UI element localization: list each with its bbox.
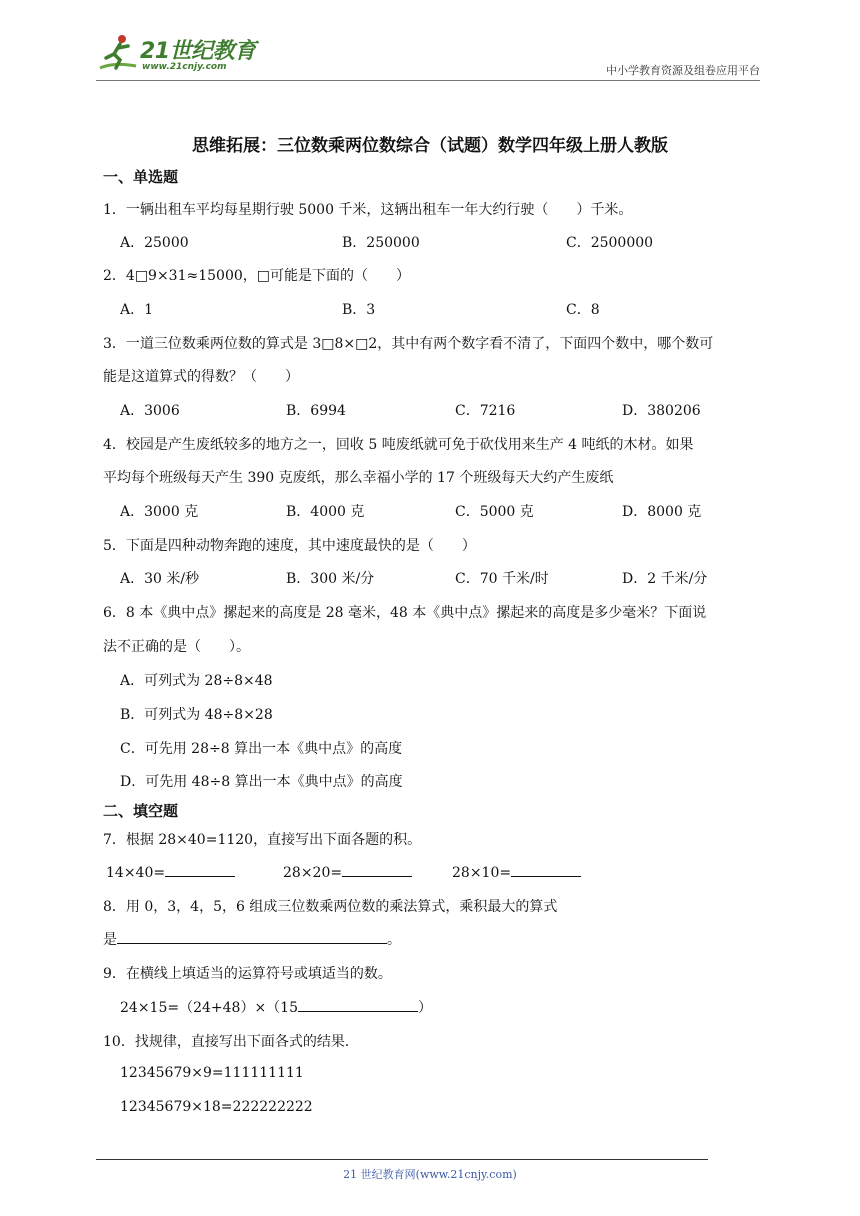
logo-text: 21世纪教育 bbox=[140, 39, 256, 64]
header-divider bbox=[96, 80, 760, 81]
q4-option-a: A．3000 克 bbox=[120, 504, 199, 520]
section-single-choice: 一、单选题 bbox=[103, 168, 179, 186]
question-4-line-2: 平均每个班级每天产生 390 克废纸，那么幸福小学的 17 个班级每天大约产生废纸 bbox=[103, 470, 614, 486]
question-5: 5．下面是四种动物奔跑的速度，其中速度最快的是（ ） bbox=[103, 538, 476, 554]
q3-option-a: A．3006 bbox=[120, 403, 180, 419]
q9-expression bbox=[120, 997, 432, 1017]
q4-option-c: C．5000 克 bbox=[455, 504, 534, 520]
q3-option-c: C．7216 bbox=[455, 403, 516, 419]
q6-option-b: B．可列式为 48÷8×28 bbox=[120, 707, 273, 723]
question-10: 10．找规律，直接写出下面各式的结果． bbox=[103, 1034, 359, 1050]
question-6-line-1: 6．8 本《典中点》摞起来的高度是 28 毫米，48 本《典中点》摞起来的高度是多少毫米？下面说 bbox=[103, 605, 707, 621]
q10-line-1: 12345679×9=111111111 bbox=[120, 1065, 304, 1081]
platform-label: 中小学教育资源及组卷应用平台 bbox=[606, 64, 760, 77]
q7-item-2-expr: 28×20= bbox=[283, 865, 343, 881]
q1-option-a: A．25000 bbox=[120, 235, 189, 251]
q5-option-d: D．2 千米/分 bbox=[622, 571, 708, 587]
q6-option-c: C．可先用 28÷8 算出一本《典中点》的高度 bbox=[120, 741, 403, 757]
q9-suffix: ） bbox=[418, 1000, 432, 1016]
footer-divider bbox=[96, 1159, 708, 1160]
q5-option-c: C．70 千米/时 bbox=[455, 571, 549, 587]
q1-option-b: B．250000 bbox=[342, 235, 420, 251]
section-fill-blank: 二、填空题 bbox=[103, 802, 179, 820]
q6-option-d: D．可先用 48÷8 算出一本《典中点》的高度 bbox=[120, 774, 403, 790]
q6-option-a: A．可列式为 28÷8×48 bbox=[120, 673, 273, 689]
question-9: 9．在横线上填适当的运算符号或填适当的数。 bbox=[103, 966, 392, 982]
q1-option-c: C．2500000 bbox=[566, 235, 654, 251]
q3-option-b: B．6994 bbox=[286, 403, 346, 419]
q7-blank-2[interactable] bbox=[342, 862, 412, 877]
question-8-line-2 bbox=[103, 929, 401, 949]
q7-item-3-expr: 28×10= bbox=[452, 865, 512, 881]
q8-suffix: 。 bbox=[387, 932, 401, 948]
page-title: 思维拓展：三位数乘两位数综合（试题）数学四年级上册人教版 bbox=[192, 136, 668, 156]
question-7: 7．根据 28×40=1120，直接写出下面各题的积。 bbox=[103, 832, 422, 848]
question-3-line-1: 3．一道三位数乘两位数的算式是 3□8×□2，其中有两个数字看不清了，下面四个数中，哪个数可 bbox=[103, 336, 714, 352]
footer-text: 21 世纪教育网(www.21cnjy.com) bbox=[343, 1168, 517, 1181]
q7-blank-3[interactable] bbox=[511, 862, 581, 877]
q4-option-d: D．8000 克 bbox=[622, 504, 702, 520]
q7-item-1-expr: 14×40= bbox=[106, 865, 166, 881]
q7-item-3 bbox=[452, 862, 581, 881]
question-8-line-1: 8．用 0，3，4，5，6 组成三位数乘两位数的乘法算式，乘积最大的算式 bbox=[103, 899, 558, 915]
q2-option-b: B．3 bbox=[342, 302, 376, 318]
page-header bbox=[96, 32, 760, 80]
q2-option-a: A．1 bbox=[120, 302, 154, 318]
q2-option-c: C．8 bbox=[566, 302, 600, 318]
q5-option-a: A．30 米/秒 bbox=[120, 571, 200, 587]
q5-option-b: B．300 米/分 bbox=[286, 571, 375, 587]
logo bbox=[96, 32, 266, 78]
logo-url: www.21cnjy.com bbox=[142, 62, 227, 72]
q7-item-1 bbox=[106, 862, 235, 881]
q4-option-b: B．4000 克 bbox=[286, 504, 365, 520]
q9-blank[interactable] bbox=[298, 997, 418, 1012]
question-3-line-2: 能是这道算式的得数？（ ） bbox=[103, 369, 299, 385]
q8-blank[interactable] bbox=[117, 929, 387, 944]
question-1: 1．一辆出租车平均每星期行驶 5000 千米，这辆出租车一年大约行驶（ ）千米。 bbox=[103, 202, 633, 218]
question-6-line-2: 法不正确的是（ ）。 bbox=[103, 639, 250, 655]
q10-line-2: 12345679×18=222222222 bbox=[120, 1099, 313, 1115]
runner-logo-icon bbox=[96, 32, 142, 76]
question-4-line-1: 4．校园是产生废纸较多的地方之一，回收 5 吨废纸就可免于砍伐用来生产 4 吨纸的木材。如果 bbox=[103, 437, 694, 453]
q7-blank-1[interactable] bbox=[165, 862, 235, 877]
q9-prefix: 24×15=（24+48）×（15 bbox=[120, 1000, 298, 1016]
q7-item-2 bbox=[283, 862, 412, 881]
question-2: 2．4□9×31≈15000，□可能是下面的（ ） bbox=[103, 268, 410, 284]
q8-prefix: 是 bbox=[103, 932, 117, 948]
q3-option-d: D．380206 bbox=[622, 403, 701, 419]
